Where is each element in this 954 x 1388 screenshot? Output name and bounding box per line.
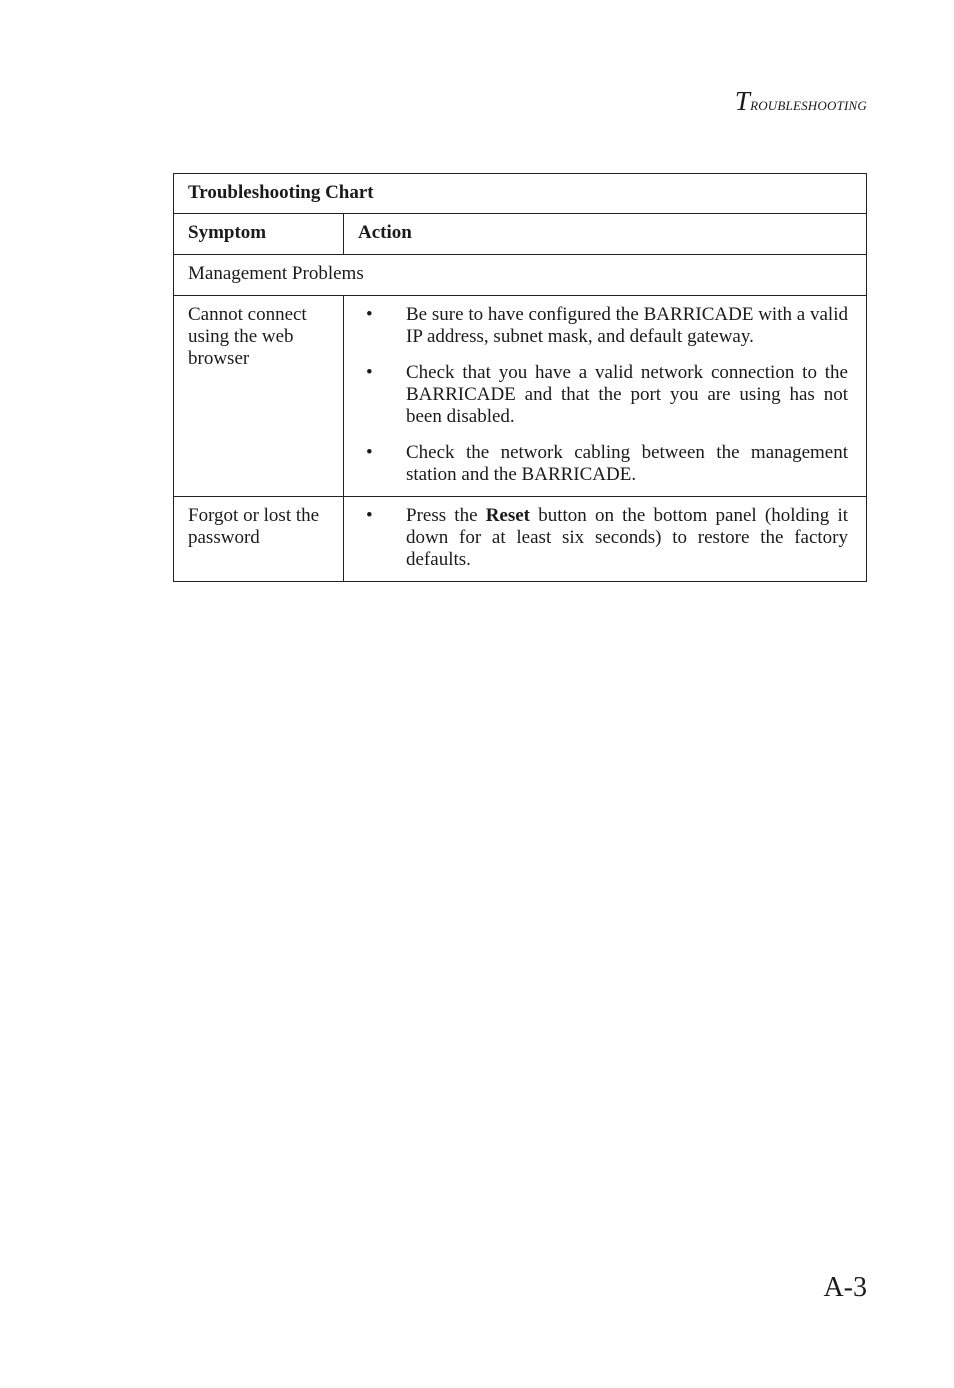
section-heading: Management Problems bbox=[174, 255, 867, 296]
list-item bbox=[358, 304, 848, 348]
action-text-prefix: Press the bbox=[406, 505, 486, 526]
column-header-symptom: Symptom bbox=[174, 214, 344, 255]
page-number: A-3 bbox=[823, 1272, 867, 1303]
action-cell bbox=[344, 296, 867, 497]
action-text-suffix: button on the bottom panel (holding it down for at least six seconds) to restore the factory defaults. bbox=[406, 505, 848, 570]
action-text: Check the network cabling between the management station and the BARRICADE. bbox=[406, 442, 848, 485]
list-item bbox=[358, 442, 848, 486]
list-item bbox=[358, 505, 848, 571]
action-text: Check that you have a valid network connection to the BARRICADE and that the port you are using has not been disabled. bbox=[406, 362, 848, 427]
symptom-cell: Forgot or lost the password bbox=[174, 497, 344, 582]
reset-keyword: Reset bbox=[485, 505, 531, 526]
running-header-text: roubleshooting bbox=[750, 94, 867, 115]
list-item bbox=[358, 362, 848, 428]
bullet-icon: • bbox=[366, 362, 373, 383]
action-text: Be sure to have configured the BARRICADE with a valid IP address, subnet mask, and default gateway. bbox=[406, 304, 848, 347]
bullet-icon: • bbox=[366, 442, 373, 463]
action-cell bbox=[344, 497, 867, 582]
action-list bbox=[358, 505, 848, 571]
symptom-cell: Cannot connect using the web browser bbox=[174, 296, 344, 497]
running-header bbox=[735, 86, 867, 117]
table-row bbox=[174, 296, 867, 497]
bullet-icon: • bbox=[366, 304, 373, 325]
bullet-icon: • bbox=[366, 505, 373, 526]
column-header-action: Action bbox=[344, 214, 867, 255]
troubleshooting-table bbox=[173, 173, 867, 582]
table-row bbox=[174, 497, 867, 582]
table-title: Troubleshooting Chart bbox=[174, 174, 867, 214]
action-list bbox=[358, 304, 848, 486]
running-header-cap: T bbox=[734, 86, 751, 116]
